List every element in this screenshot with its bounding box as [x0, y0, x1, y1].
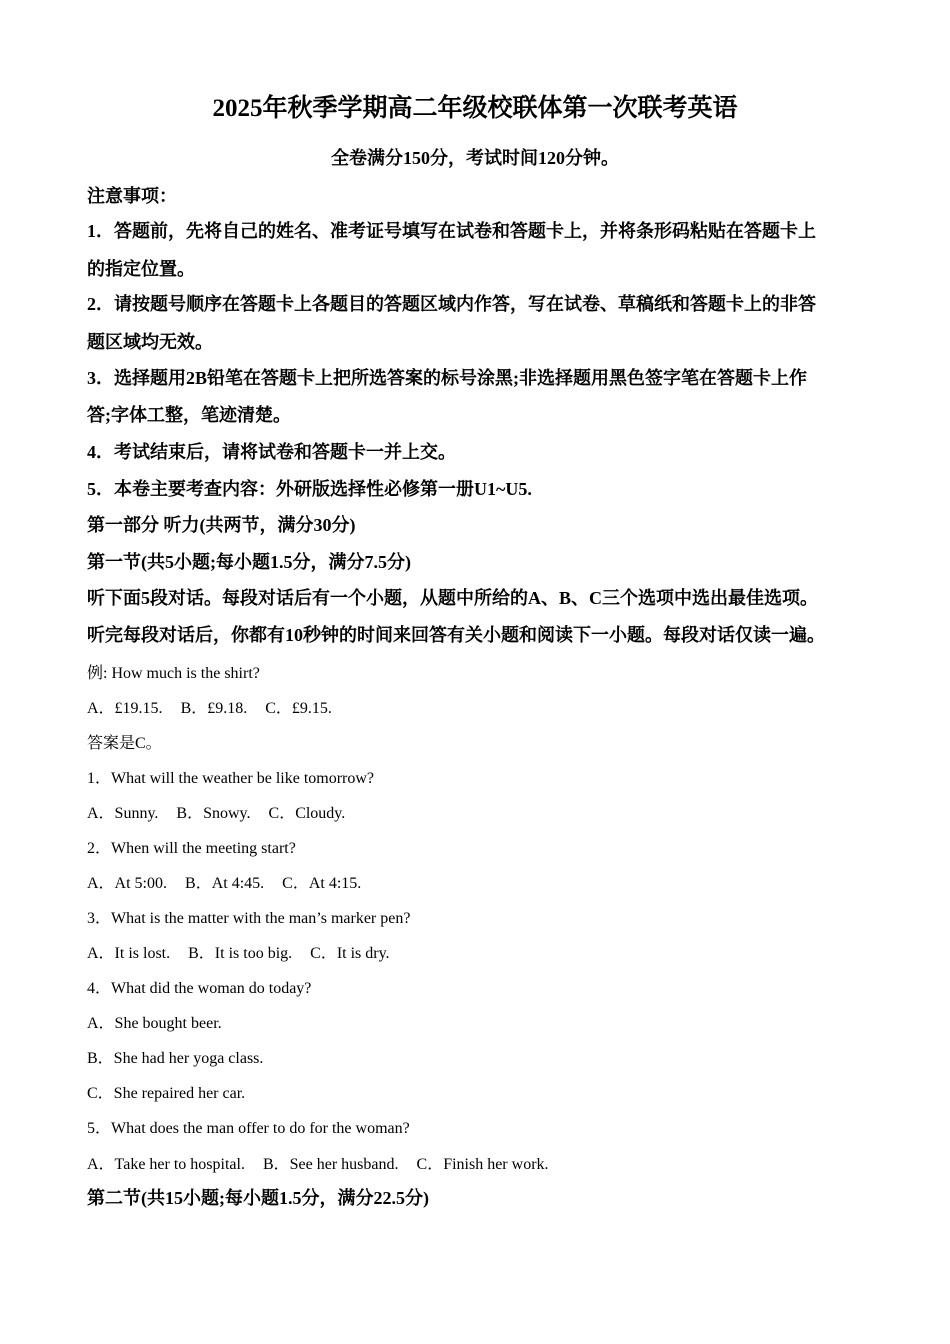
- note-line: 4．考试结束后，请将试卷和答题卡一并上交。: [87, 442, 456, 462]
- option: B．See her husband.: [262, 1156, 399, 1173]
- option: A．It is lost.: [87, 945, 171, 962]
- option: C．£9.15.: [265, 700, 332, 717]
- example-options: [87, 695, 332, 718]
- option: C．At 4:15.: [282, 875, 362, 892]
- example-question: 例: How much is the shirt?: [87, 665, 260, 682]
- question-text: 3．What is the matter with the man’s marker pen?: [87, 910, 411, 927]
- exam-info: 全卷满分150分，考试时间120分钟。: [331, 148, 619, 168]
- instruction-line: 听完每段对话后，你都有10秒钟的时间来回答有关小题和阅读下一小题。每段对话仅读一遍。: [87, 625, 825, 645]
- option: A．She bought beer.: [87, 1015, 222, 1032]
- question-options: [87, 870, 361, 893]
- note-line: 答;字体工整，笔迹清楚。: [87, 405, 291, 425]
- option: B．At 4:45.: [185, 875, 265, 892]
- note-line: 的指定位置。: [87, 259, 195, 279]
- option: A．Sunny.: [87, 805, 159, 822]
- part-heading: 第一部分 听力(共两节，满分30分): [87, 515, 356, 535]
- option: B．Snowy.: [176, 805, 251, 822]
- question-options: [87, 940, 390, 963]
- note-line: 1．答题前，先将自己的姓名、准考证号填写在试卷和答题卡上，并将条形码粘贴在答题卡上: [87, 221, 816, 241]
- note-line: 3．选择题用2B铅笔在答题卡上把所选答案的标号涂黑;非选择题用黑色签字笔在答题卡上作: [87, 368, 807, 388]
- option: C．Finish her work.: [416, 1156, 549, 1173]
- option: B．She had her yoga class.: [87, 1050, 264, 1067]
- option: B．It is too big.: [188, 945, 293, 962]
- note-line: 题区域均无效。: [87, 332, 213, 352]
- option: A．£19.15.: [87, 700, 163, 717]
- option: B．£9.18.: [180, 700, 248, 717]
- section-heading: 第一节(共5小题;每小题1.5分，满分7.5分): [87, 552, 411, 572]
- note-line: 5．本卷主要考查内容：外研版选择性必修第一册U1~U5.: [87, 479, 532, 499]
- instruction-line: 听下面5段对话。每段对话后有一个小题，从题中所给的A、B、C三个选项中选出最佳选项。: [87, 588, 818, 608]
- option: C．It is dry.: [310, 945, 390, 962]
- question-text: 4．What did the woman do today?: [87, 980, 312, 997]
- question-options: [87, 1151, 549, 1174]
- note-line: 2．请按题号顺序在答题卡上各题目的答题区域内作答，写在试卷、草稿纸和答题卡上的非答: [87, 294, 816, 314]
- question-options: [87, 800, 345, 823]
- option: C．Cloudy.: [268, 805, 346, 822]
- page-title: 2025年秋季学期高二年级校联体第一次联考英语: [212, 95, 738, 122]
- example-answer: 答案是C。: [87, 735, 162, 752]
- section-heading: 第二节(共15小题;每小题1.5分，满分22.5分): [87, 1188, 429, 1208]
- question-text: 1．What will the weather be like tomorrow?: [87, 770, 375, 787]
- option: A．At 5:00.: [87, 875, 168, 892]
- notes-heading: 注意事项：: [87, 186, 177, 206]
- question-text: 5．What does the man offer to do for the woman?: [87, 1120, 410, 1137]
- question-text: 2．When will the meeting start?: [87, 840, 296, 857]
- option: C．She repaired her car.: [87, 1085, 246, 1102]
- option: A．Take her to hospital.: [87, 1156, 245, 1173]
